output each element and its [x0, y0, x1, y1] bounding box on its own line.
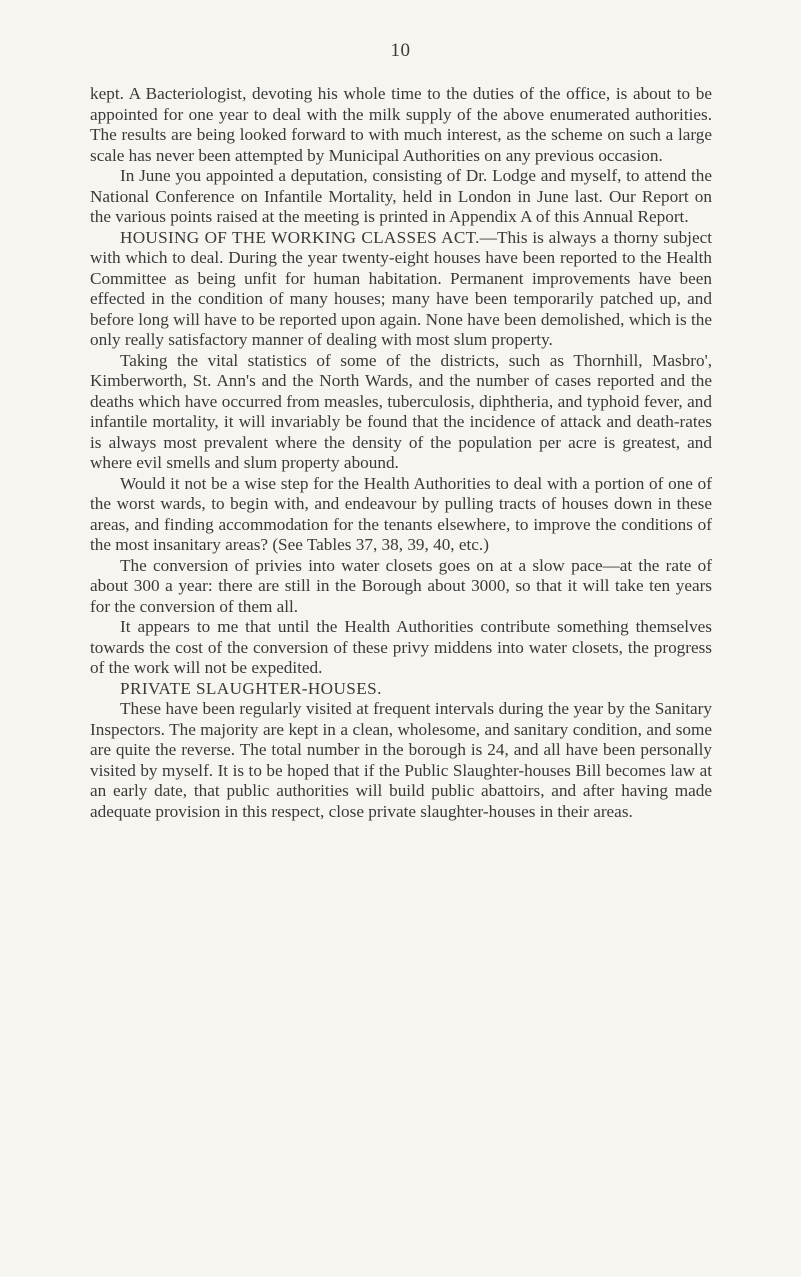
paragraph-vital-statistics: Taking the vital statistics of some of the districts, such as Thornhill, Masbro', Kimberworth, St. Ann's and the North Wards, and the number of cases reported and the deaths which have occurred from measles, tuberculosis, diphtheria, and typhoid fever, and infantile mortality, it will invariably be found that the incidence of attack and death-rates is always most prevalent where the density of the population per acre is greatest, and where evil smells and slum property abound.	[90, 350, 712, 472]
paragraph-slaughter-houses: These have been regularly visited at frequent intervals during the year by the Sanitary Inspectors. The majority are kept in a clean, wholesome, and sanitary condition, and some are quite the reverse. The total number in the borough is 24, and all have been personally visited by myself. It is to be hoped that if the Public Slaughter-houses Bill becomes law at an early date, that public authorities will build public abattoirs, and after having made adequate provision in this respect, close private slaughter-houses in their areas.	[90, 699, 712, 821]
body-text	[90, 84, 712, 822]
paragraph-privies-conversion: The conversion of privies into water closets goes on at a slow pace—at the rate of about 300 a year: there are still in the Borough about 3000, so that it will take ten years for the conversion of them all.	[90, 555, 712, 616]
paragraph-worst-wards: Would it not be a wise step for the Health Authorities to deal with a portion of one of the worst wards, to begin with, and endeavour by pulling tracts of houses down in these areas, and finding accommodation for the tenants elsewhere, to improve the conditions of the most insanitary areas? (See Tables 37, 38, 39, 40, etc.)	[90, 473, 712, 554]
housing-text: —This is always a thorny subject with which to deal. During the year twenty-eight houses have been reported to the Health Committee as being unfit for human habitation. Permanent improvements have been effected in the condition of many houses; many have been temporarily patched up, and before long will have to be reported upon again. None have been demolished, which is the only really satisfactory manner of dealing with most slum property.	[90, 227, 712, 349]
page-number: 10	[390, 40, 411, 61]
paragraph-deputation: In June you appointed a deputation, consisting of Dr. Lodge and myself, to attend the National Conference on Infantile Mortality, held in London in June last. Our Report on the various points raised at the meeting is printed in Appendix A of this Annual Report.	[90, 166, 712, 226]
paragraph-housing	[90, 228, 712, 351]
section-heading-slaughter-houses: PRIVATE SLAUGHTER-HOUSES.	[120, 678, 382, 698]
paragraph-privy-middens: It appears to me that until the Health Authorities contribute something themselves towards the cost of the conversion of these privy middens into water closets, the progress of the work will not be expedited.	[90, 617, 712, 677]
paragraph-bacteriologist: kept. A Bacteriologist, devoting his whole time to the duties of the office, is about to be appointed for one year to deal with the milk supply of the above enumerated authorities. The results are being looked forward to with much interest, as the scheme on such a large scale has never been attempted by Municipal Authorities on any previous occasion.	[90, 84, 712, 165]
housing-heading: HOUSING OF THE WORKING CLASSES ACT.	[120, 227, 480, 247]
